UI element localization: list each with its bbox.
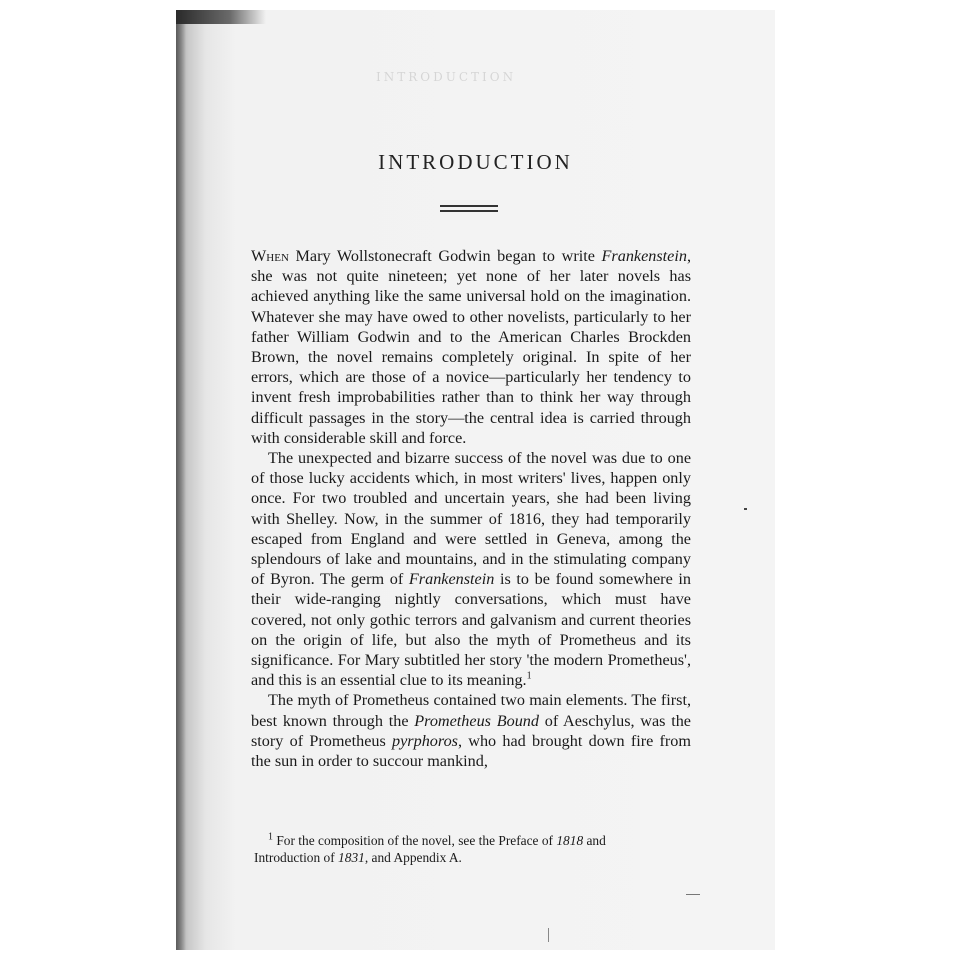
footnote-ref: 1 <box>526 670 532 682</box>
footnote-marker: 1 <box>268 831 273 843</box>
book-page <box>176 10 775 950</box>
paragraph-3: The myth of Prometheus contained two main elements. The first, best known through the Prometheus Bound of Aeschylus, was the story of Prometheus pyrphoros, who had brought down fire from the sun in order to succour mankind, <box>251 691 691 771</box>
body-text <box>251 246 691 771</box>
page-title: INTRODUCTION <box>378 150 573 174</box>
paper-speck <box>744 508 747 510</box>
show-through-heading: INTRODUCTION <box>376 70 517 84</box>
drop-lead-word: When <box>251 247 289 265</box>
paragraph-2: The unexpected and bizarre success of the novel was due to one of those lucky accidents which, in most writers' lives, happen only once. For two troubled and uncertain years, she had been living with Shelley. Now, in the summer of 1816, they had temporarily escaped from England and were settled in Geneva, among the splendours of lake and mountains, and in the stimulating company of Byron. The germ of Frankenstein is to be found somewhere in their wide-ranging nightly conversations, which must have covered, not only gothic terrors and galvanism and current theories on the origin of life, but also the myth of Prometheus and its significance. For Mary subtitled her story 'the modern Prometheus', and this is an essential clue to its meaning.$^1$ <box>251 449 691 690</box>
paper-speck <box>548 928 549 942</box>
title-ornament-rule <box>440 205 498 215</box>
paragraph-1: When Mary Wollstonecraft Godwin began to write Frankenstein, she was not quite nineteen; yet none of her later novels has achieved anything like the same universal hold on the imagination. Whatever she may have owed to other novelists, particularly to her father William Godwin and to the American Charles Brockden Brown, the novel remains completely original. In spite of her errors, which are those of a novice—particularly her tendency to invent fresh improbabilities rather than to think her way through difficult passages in the story—the central idea is carried through with considerable skill and force. <box>251 247 691 447</box>
page-top-shadow <box>176 10 266 24</box>
footnote: $^1$ For the composition of the novel, see the Preface of 1818 and Introduction of 1831, and Appendix A. <box>254 831 606 865</box>
paper-speck <box>686 894 700 895</box>
